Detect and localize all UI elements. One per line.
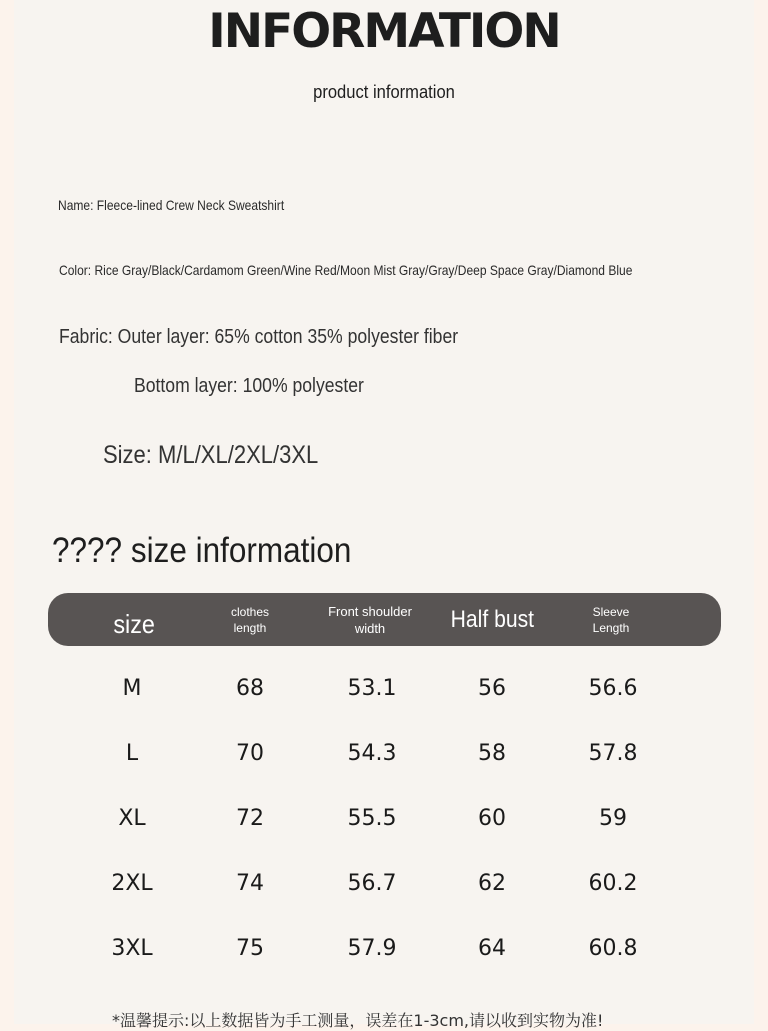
cell-half-bust: 60 (478, 806, 506, 831)
cell-half-bust: 62 (478, 871, 506, 896)
measurement-note: *温馨提示:以上数据皆为手工测量，误差在1-3cm,请以收到实物为准! (112, 1011, 604, 1030)
header-front-shoulder-width (305, 593, 435, 646)
cell-size: 2XL (111, 871, 153, 896)
cell-half-bust: 58 (478, 741, 506, 766)
header-clothes-length-line1: clothes (230, 604, 270, 619)
cell-sleeve-length: 59 (599, 806, 627, 831)
cell-front-shoulder: 55.5 (347, 806, 397, 831)
product-colors: Color: Rice Gray/Black/Cardamom Green/Wine Red/Moon Mist Gray/Gray/Deep Space Gray/Diamond Blue (59, 262, 633, 278)
header-sleeve-line1: Sleeve (592, 604, 630, 619)
cell-clothes-length: 74 (236, 871, 264, 896)
cell-size: M (122, 676, 142, 701)
cell-half-bust: 64 (478, 936, 506, 961)
table-row (0, 851, 768, 916)
product-fabric: Fabric: Outer layer: 65% cotton 35% polyester fiber (59, 326, 459, 348)
header-clothes-length-line2: length (233, 620, 267, 635)
page-title: INFORMATION (208, 4, 560, 59)
cell-front-shoulder: 56.7 (347, 871, 397, 896)
cell-clothes-length: 70 (236, 741, 264, 766)
table-row (0, 721, 768, 786)
header-half-bust (432, 593, 552, 646)
header-clothes-length (195, 593, 305, 646)
cell-size: 3XL (111, 936, 153, 961)
cell-sleeve-length: 60.8 (588, 936, 638, 961)
cell-clothes-length: 75 (236, 936, 264, 961)
header-size-label: size (113, 608, 155, 639)
cell-size: XL (118, 806, 146, 831)
page-subtitle: product information (313, 82, 455, 102)
size-section-heading: ???? size information (52, 531, 352, 570)
cell-front-shoulder: 57.9 (347, 936, 397, 961)
cell-sleeve-length: 56.6 (588, 676, 638, 701)
cell-sleeve-length: 60.2 (588, 871, 638, 896)
size-table-header (48, 593, 721, 646)
header-front-shoulder-line1: Front shoulder (328, 603, 412, 619)
cell-half-bust: 56 (478, 676, 506, 701)
cell-clothes-length: 72 (236, 806, 264, 831)
cell-front-shoulder: 54.3 (347, 741, 397, 766)
cell-size: L (125, 741, 139, 766)
cell-clothes-length: 68 (236, 676, 264, 701)
cell-front-shoulder: 53.1 (347, 676, 397, 701)
header-size (74, 593, 194, 646)
product-bottom-layer: Bottom layer: 100% polyester (134, 375, 364, 397)
table-row (0, 786, 768, 851)
product-sizes: Size: M/L/XL/2XL/3XL (103, 441, 319, 469)
header-half-bust-label: Half bust (450, 605, 534, 633)
product-name: Name: Fleece-lined Crew Neck Sweatshirt (58, 197, 285, 213)
table-row (0, 656, 768, 721)
header-front-shoulder-line2: width (354, 620, 386, 636)
header-sleeve-line2: Length (592, 620, 630, 635)
header-sleeve-length (556, 593, 666, 646)
table-row (0, 916, 768, 981)
cell-sleeve-length: 57.8 (588, 741, 638, 766)
